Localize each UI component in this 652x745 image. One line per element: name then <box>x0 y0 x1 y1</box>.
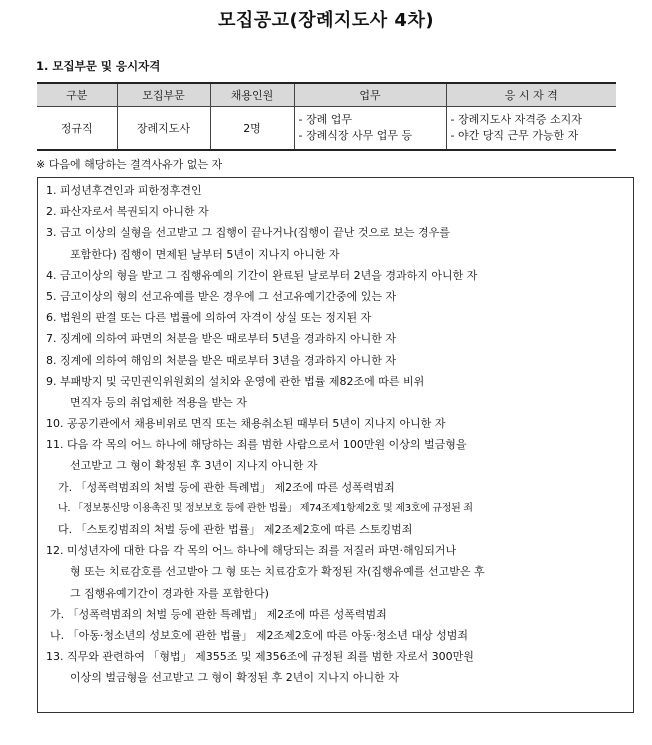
list-item: 13. 직무와 관련하여 「형법」 제355조 및 제356조에 규정된 죄를 범한 자로서 300만원 <box>46 650 474 664</box>
list-item: 8. 징계에 의하여 해임의 처분을 받은 때로부터 3년을 경과하지 아니한 자 <box>46 353 396 367</box>
table-header-row <box>37 83 616 107</box>
list-subitem: 가. 「성폭력범죄의 처벌 등에 관한 특례법」 제2조에 따른 성폭력범죄 <box>50 607 387 621</box>
list-item: 4. 금고이상의 형을 받고 그 집행유예의 기간이 완료된 날로부터 2년을 경과하지 아니한 자 <box>46 268 478 282</box>
list-item: 2. 파산자로서 복권되지 아니한 자 <box>46 205 209 219</box>
recruitment-table <box>37 82 616 151</box>
cell-count: 2명 <box>210 107 294 151</box>
header-qualifications: 응 시 자 격 <box>446 83 616 107</box>
cell-qualifications <box>446 107 616 151</box>
page-title: 모집공고(장례지도사 4차) <box>217 10 435 31</box>
cell-type: 정규직 <box>37 107 117 151</box>
disqualification-box <box>37 177 634 713</box>
list-item: 6. 법원의 판결 또는 다른 법률에 의하여 자격이 상실 또는 정지된 자 <box>46 311 372 325</box>
list-item-continued: 이상의 벌금형을 선고받고 그 형이 확정된 후 2년이 지나지 아니한 자 <box>70 671 399 685</box>
table-row <box>37 107 616 151</box>
qualification-item: - 야간 당직 근무 가능한 자 <box>450 129 579 142</box>
header-count: 채용인원 <box>210 83 294 107</box>
list-subitem: 가. 「성폭력범죄의 처벌 등에 관한 특례법」 제2조에 따른 성폭력범죄 <box>58 480 395 494</box>
list-item-continued: 그 집행유예기간이 경과한 자를 포함한다) <box>70 586 269 600</box>
header-type: 구분 <box>37 83 117 107</box>
header-department: 모집부문 <box>117 83 210 107</box>
list-item: 7. 징계에 의하여 파면의 처분을 받은 때로부터 5년을 경과하지 아니한 자 <box>46 332 396 346</box>
list-subitem: 다. 「스토킹범죄의 처벌 등에 관한 법률」 제2조제2호에 따른 스토킹범죄 <box>58 523 413 536</box>
list-item: 5. 금고이상의 형의 선고유예를 받은 경우에 그 선고유예기간중에 있는 자 <box>46 289 397 303</box>
duty-item: - 장례 업무 <box>298 113 352 126</box>
list-item: 3. 금고 이상의 실형을 선고받고 그 집행이 끝나거나(집행이 끝난 것으로 보는 경우를 <box>46 226 450 240</box>
cell-department: 장례지도사 <box>117 107 210 151</box>
list-item: 1. 피성년후견인과 피한정후견인 <box>46 184 202 197</box>
list-item: 9. 부패방지 및 국민권익위원회의 설치와 운영에 관한 법률 제82조에 따른 비위 <box>46 374 425 388</box>
list-item-continued: 포함한다) 집행이 면제된 날부터 5년이 지나지 아니한 자 <box>70 247 340 261</box>
section-title: 1. 모집부문 및 응시자격 <box>36 59 161 73</box>
list-item: 10. 공공기관에서 채용비위로 면직 또는 채용취소된 때부터 5년이 지나지 아니한 자 <box>46 417 446 431</box>
list-item: 12. 미성년자에 대한 다음 각 목의 어느 하나에 해당되는 죄를 저질러 파면·해임되거나 <box>46 544 457 558</box>
disqualification-list <box>46 180 485 689</box>
list-item-continued: 선고받고 그 형이 확정된 후 3년이 지나지 아니한 자 <box>70 459 318 473</box>
cell-duties <box>294 107 446 151</box>
list-item-continued: 면직자 등의 취업제한 적용을 받는 자 <box>70 395 247 409</box>
disqualification-note: ※ 다음에 해당하는 결격사유가 없는 자 <box>36 158 223 171</box>
duty-item: - 장례식장 사무 업무 등 <box>298 129 413 142</box>
list-item-continued: 형 또는 치료감호를 선고받아 그 형 또는 치료감호가 확정된 자(집행유예를 선고받은 후 <box>70 565 485 579</box>
qualification-item: - 장례지도사 자격증 소지자 <box>450 113 582 126</box>
list-subitem: 나. 「정보통신망 이용촉진 및 정보보호 등에 관한 법률」 제74조제1항제2호 및 제3호에 규정된 죄 <box>58 502 473 514</box>
list-item: 11. 다음 각 목의 어느 하나에 해당하는 죄를 범한 사람으로서 100만원 이상의 벌금형을 <box>46 438 467 452</box>
header-duties: 업무 <box>294 83 446 107</box>
list-subitem: 나. 「아동·청소년의 성보호에 관한 법률」 제2조제2호에 따른 아동·청소년 대상 성범죄 <box>50 628 468 642</box>
